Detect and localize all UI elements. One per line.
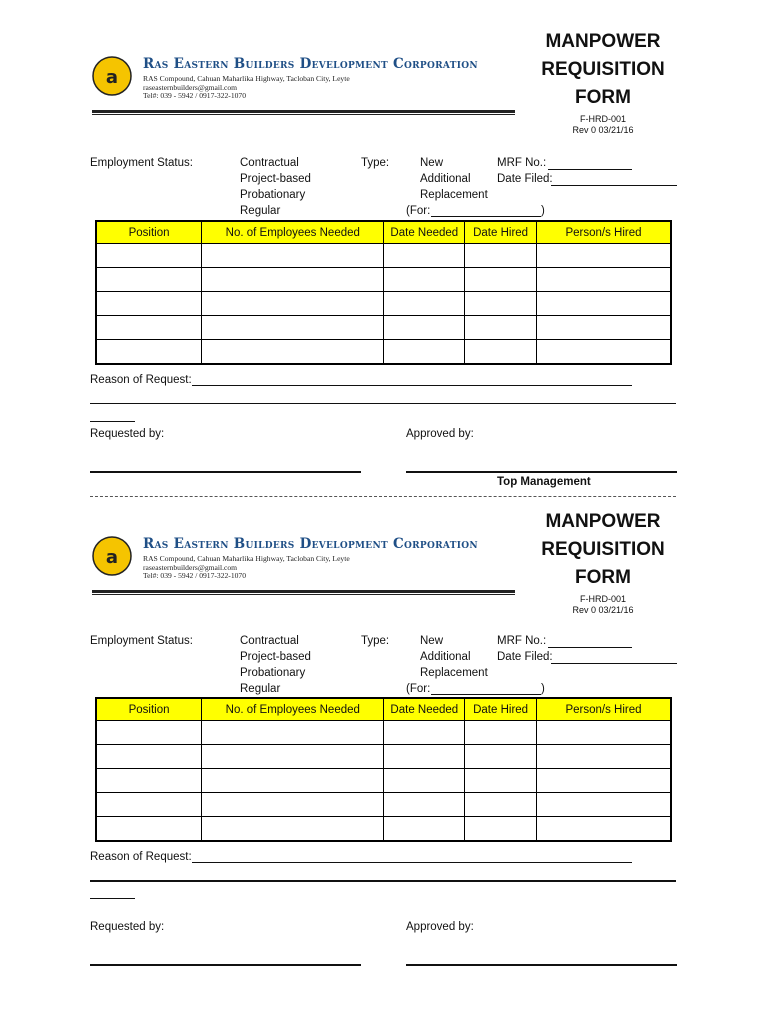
table-cell[interactable] [536,292,671,316]
header-rule-thin [92,114,515,115]
mrf-field[interactable] [548,169,632,170]
col-persons-hired: Person/s Hired [536,221,671,244]
option-probationary[interactable]: Probationary [240,189,306,201]
table-cell[interactable] [465,721,537,745]
table-row [96,793,671,817]
company-name: Ras Eastern Builders Development Corporation [143,536,478,552]
table-row [96,292,671,316]
date-filed-label: Date Filed: [497,173,553,185]
col-date-hired: Date Hired [465,698,537,721]
table-header-row [96,221,671,244]
reason-label: Reason of Request: [90,374,192,386]
for-label: (For: [406,683,431,695]
table-header-row [96,698,671,721]
option-project-based[interactable]: Project-based [240,651,311,663]
option-contractual[interactable]: Contractual [240,157,299,169]
col-employees-needed: No. of Employees Needed [202,698,384,721]
form-code: F-HRD-001 Rev 0 03/21/16 [572,114,634,135]
form-title: MANPOWER REQUISITION FORM [541,511,665,588]
table-cell[interactable] [384,769,465,793]
table-cell[interactable] [465,244,537,268]
col-date-needed: Date Needed [384,221,465,244]
table-cell[interactable] [384,793,465,817]
table-cell[interactable] [536,316,671,340]
option-regular[interactable]: Regular [240,205,281,217]
type-replacement[interactable]: Replacement [420,189,488,201]
requested-by-label: Requested by: [90,921,165,933]
table-cell[interactable] [384,268,465,292]
type-label: Type: [361,157,390,169]
table-cell[interactable] [536,721,671,745]
col-date-hired: Date Hired [465,221,537,244]
table-cell[interactable] [96,268,202,292]
table-cell[interactable] [96,292,202,316]
reason-field-line3[interactable] [90,898,135,899]
table-cell[interactable] [536,817,671,842]
table-cell[interactable] [384,340,465,365]
header-rule-thin [92,594,515,595]
table-row [96,817,671,842]
table-cell[interactable] [202,292,384,316]
company-logo-icon [92,536,132,576]
approved-by-label: Approved by: [406,921,474,933]
company-address: RAS Compound, Cahuan Maharlika Highway, Tacloban City, Leyte [143,74,350,83]
table-cell[interactable] [384,316,465,340]
type-new[interactable]: New [420,157,444,169]
table-cell[interactable] [96,769,202,793]
svg-text:a: a [105,547,119,568]
table-cell[interactable] [465,292,537,316]
option-project-based[interactable]: Project-based [240,173,311,185]
table-cell[interactable] [384,745,465,769]
table-row [96,340,671,365]
for-close: ) [541,205,545,217]
approved-by-signature-line[interactable] [406,964,677,966]
company-name: Ras Eastern Builders Development Corporation [143,56,478,72]
company-contact [143,75,350,101]
form-title: MANPOWER REQUISITION FORM [541,31,665,108]
table-cell[interactable] [202,721,384,745]
employment-status-label: Employment Status: [90,635,193,647]
top-management-label: Top Management [497,476,591,488]
header-rule [92,110,515,113]
option-contractual[interactable]: Contractual [240,635,299,647]
col-date-needed: Date Needed [384,698,465,721]
table-row [96,268,671,292]
type-additional[interactable]: Additional [420,173,471,185]
for-label: (For: [406,205,431,217]
col-position: Position [96,221,202,244]
table-cell[interactable] [465,793,537,817]
date-filed-field[interactable] [551,663,677,664]
table-row [96,745,671,769]
table-cell[interactable] [96,745,202,769]
table-cell[interactable] [202,244,384,268]
table-cell[interactable] [465,769,537,793]
table-cell[interactable] [96,340,202,365]
table-cell[interactable] [384,817,465,842]
reason-field-line1[interactable] [192,862,632,863]
company-phone: Tel#: 039 - 5942 / 0917-322-1070 [143,91,247,101]
col-position: Position [96,698,202,721]
company-address: RAS Compound, Cahuan Maharlika Highway, Tacloban City, Leyte [143,554,350,563]
date-filed-label: Date Filed: [497,651,553,663]
company-logo-icon [92,56,132,96]
option-probationary[interactable]: Probationary [240,667,306,679]
table-cell[interactable] [536,268,671,292]
reason-label: Reason of Request: [90,851,192,863]
table-cell[interactable] [202,793,384,817]
table-cell[interactable] [384,292,465,316]
table-cell[interactable] [96,817,202,842]
requisition-form-2 [0,480,768,970]
reason-field-line3[interactable] [90,421,135,422]
table-cell[interactable] [384,244,465,268]
for-field[interactable] [431,216,541,217]
company-phone: Tel#: 039 - 5942 / 0917-322-1070 [143,571,247,581]
type-label: Type: [361,635,390,647]
table-cell[interactable] [465,817,537,842]
table-cell[interactable] [536,244,671,268]
table-cell[interactable] [96,721,202,745]
table-cell[interactable] [202,817,384,842]
requested-by-label: Requested by: [90,428,165,440]
reason-field-line2[interactable] [90,403,676,404]
table-cell[interactable] [465,268,537,292]
table-row [96,244,671,268]
reason-field-line2[interactable] [90,880,676,882]
header-rule [92,590,515,593]
requested-by-signature-line[interactable] [90,964,361,966]
table-cell[interactable] [96,244,202,268]
table-cell[interactable] [202,745,384,769]
type-additional[interactable]: Additional [420,651,471,663]
table-row [96,769,671,793]
mrf-label: MRF No.: [497,635,547,647]
table-cell[interactable] [202,316,384,340]
table-cell[interactable] [536,340,671,365]
mrf-field[interactable] [548,647,632,648]
date-filed-field[interactable] [551,185,677,186]
form-code: F-HRD-001 Rev 0 03/21/16 [572,594,634,615]
employment-status-label: Employment Status: [90,157,193,169]
reason-field-line1[interactable] [192,385,632,386]
table-cell[interactable] [465,745,537,769]
table-cell[interactable] [96,316,202,340]
table-cell[interactable] [202,268,384,292]
table-cell[interactable] [465,316,537,340]
requisition-table [95,697,672,842]
mrf-label: MRF No.: [497,157,547,169]
option-regular[interactable]: Regular [240,683,281,695]
company-email: raseasternbuilders@gmail.com [143,82,238,92]
table-cell[interactable] [96,793,202,817]
for-field[interactable] [431,694,541,695]
requisition-table [95,220,672,365]
table-cell[interactable] [465,340,537,365]
col-persons-hired: Person/s Hired [536,698,671,721]
requisition-form-1 [0,0,768,490]
for-close: ) [541,683,545,695]
company-contact [143,555,350,581]
type-new[interactable]: New [420,635,444,647]
table-cell[interactable] [202,340,384,365]
type-replacement[interactable]: Replacement [420,667,488,679]
table-row [96,316,671,340]
approved-by-signature-line[interactable] [406,471,677,473]
requested-by-signature-line[interactable] [90,471,361,473]
table-cell[interactable] [536,793,671,817]
svg-text:a: a [105,67,119,88]
table-cell[interactable] [536,745,671,769]
col-employees-needed: No. of Employees Needed [202,221,384,244]
table-cell[interactable] [536,769,671,793]
table-cell[interactable] [384,721,465,745]
approved-by-label: Approved by: [406,428,474,440]
table-cell[interactable] [202,769,384,793]
table-row [96,721,671,745]
company-email: raseasternbuilders@gmail.com [143,562,238,572]
